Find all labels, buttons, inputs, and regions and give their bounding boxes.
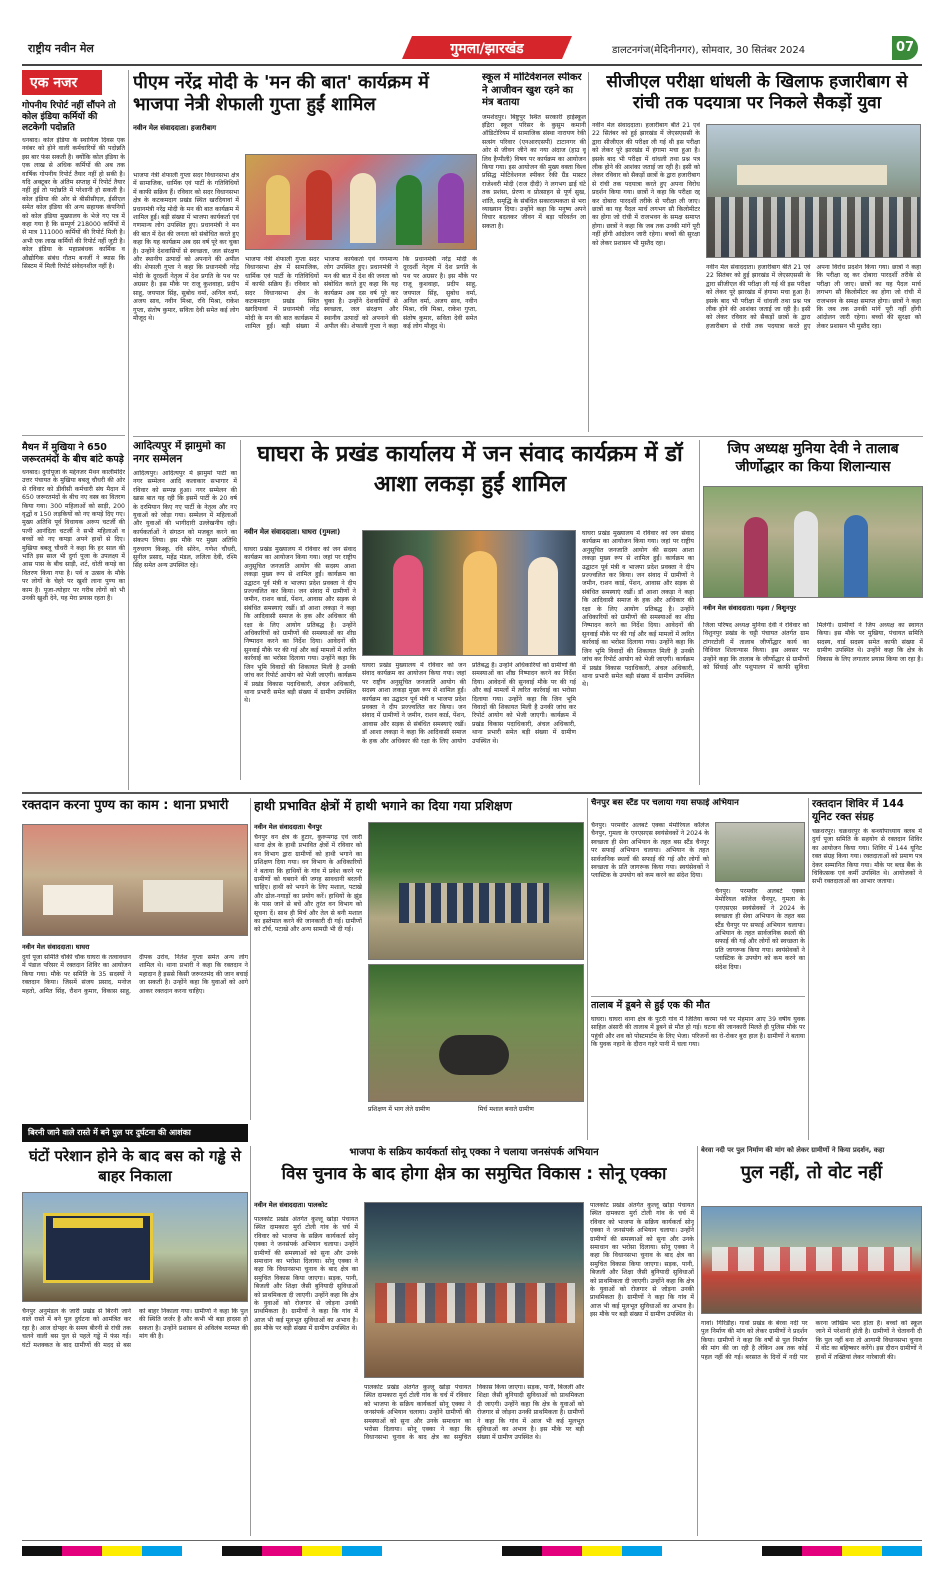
story-motivational [482,72,586,432]
caption: मिर्च मशाल बनाते ग्रामीण [478,1106,534,1113]
byline: नवीन मेल संवाददाता। हजारीबाग [133,124,217,132]
photo-youth-march [706,124,921,258]
photo-asha-lakra [362,530,576,656]
article-body-cont: घाघरा प्रखंड मुख्यालय में रविवार को जन संवाद कार्यक्रम का आयोजन किया गया। जहां पर राष्ट्रीय अनुसूचित जनजाति आयोग की सदस्य आशा लकड़ा मुख्य रूप से शामिल हुईं। कार्यक्रम का उद्घाटन पूर्व मंत्री व भाजपा प्रदेश प्रवक्ता ने दीप प्रज्ज्वलित कर किया। जन संवाद में ग्रामीणों ने जमीन, राशन कार्ड, पेंशन, आवास और सड़क से संबंधित समस्याएं रखीं। डॉ आशा लकड़ा ने कहा कि आदिवासी समाज के हक और अधिकार की रक्षा के लिए आयोग प्रतिबद्ध है। उन्होंने अधिकारियों को ग्रामीणों की समस्याओं का शीघ्र निष्पादन करने का निर्देश दिया। आवेदनों की सुनवाई मौके पर की गई और कई मामलों में त्वरित कार्रवाई का भरोसा दिलाया गया। उन्होंने कहा कि जिन भूमि विवादों की शिकायत मिली है उनकी जांच कर रिपोर्ट आयोग को भेजी जाएगी। कार्यक्रम में प्रखंड विकास पदाधिकारी, अंचल अधिकारी, थाना प्रभारी समेत बड़ी संख्या में ग्रामीण उपस्थित थे। [582,530,694,689]
story-bus-pothole [22,1146,248,1536]
article-body: भाजपा नेत्री शेफाली गुप्ता सदर विधानसभा क्षेत्र में सामाजिक, धार्मिक एवं पार्टी के गतिविधियों में काफी सक्रिय हैं। रविवार को सदर विधानसभा क्षेत्र के कटकमदाग प्रखंड स्थित खरदियावां में प्रधानमंत्री नरेंद्र मोदी के मन की बात कार्यक्रम में शामिल हुईं। बड़ी संख्या में भाजपा कार्यकर्ता एवं गणमान्य लोग उपस्थित हुए। प्रधानमंत्री ने मन की बात में देश की जनता को संबोधित करते हुए कहा कि यह कार्यक्रम अब दस वर्ष पूरे कर चुका है। उन्होंने देशवासियों से स्वच्छता, जल संरक्षण और स्थानीय उत्पादों को अपनाने की अपील की। शेफाली गुप्ता ने कहा कि प्रधानमंत्री नरेंद्र मोदी के दूरदर्शी नेतृत्व में देश प्रगति के पथ पर अग्रसर है। इस मौके पर राजू कुशवाहा, प्रदीप साहू, जयपाल सिंह, सुबोध वर्मा, अनिल वर्मा, अजय साव, नवीन मिश्रा, रवि मिश्रा, राकेश गुप्ता, संतोष कुमार, सविता देवी समेत कई लोग मौजूद थे। [133,172,239,322]
article-body: गावां। गिरिडीह। गावां प्रखंड के बेरवा नदी पर पुल निर्माण की मांग को लेकर ग्रामीणों ने प्रदर्शन किया। ग्रामीणों ने कहा कि वर्षों से पुल निर्माण की मांग की जा रही है लेकिन अब तक कोई पहल नहीं की गई। बरसात के दिनों में नदी पार करना जोखिम भरा होता है। बच्चों को स्कूल जाने में परेशानी होती है। ग्रामीणों ने चेतावनी दी कि पुल नहीं बना तो आगामी विधानसभा चुनाव में वोट का बहिष्कार करेंगे। इस दौरान ग्रामीणों ने हाथों में तख्तियां लेकर नारेबाजी की। [701,1320,922,1361]
byline: नवीन मेल संवाददाता। पालकोट [254,1201,328,1209]
photo-shilanyas [703,486,923,598]
story-sonu-ekka [254,1146,694,1536]
headline: जिप अध्यक्ष मुनिया देवी ने तालाब जीर्णोद्धार का किया शिलान्यास [727,441,899,475]
headline: विस चुनाव के बाद होगा क्षेत्र का समुचित विकास : सोनू एक्का [281,1164,667,1184]
article-body: घाघरा प्रखंड मुख्यालय में रविवार को जन संवाद कार्यक्रम का आयोजन किया गया। जहां पर राष्ट्रीय अनुसूचित जनजाति आयोग की सदस्य आशा लकड़ा मुख्य रूप से शामिल हुईं। कार्यक्रम का उद्घाटन पूर्व मंत्री व भाजपा प्रदेश प्रवक्ता ने दीप प्रज्ज्वलित कर किया। जन संवाद में ग्रामीणों ने जमीन, राशन कार्ड, पेंशन, आवास और सड़क से संबंधित समस्याएं रखीं। डॉ आशा लकड़ा ने कहा कि आदिवासी समाज के हक और अधिकार की रक्षा के लिए आयोग प्रतिबद्ध है। उन्होंने अधिकारियों को ग्रामीणों की समस्याओं का शीघ्र निष्पादन करने का निर्देश दिया। आवेदनों की सुनवाई मौके पर की गई और कई मामलों में त्वरित कार्रवाई का भरोसा दिलाया गया। उन्होंने कहा कि जिन भूमि विवादों की शिकायत मिली है उनकी जांच कर रिपोर्ट आयोग को भेजी जाएगी। कार्यक्रम में प्रखंड विकास पदाधिकारी, अंचल अधिकारी, थाना प्रभारी समेत बड़ी संख्या में ग्रामीण उपस्थित थे। [244,546,356,705]
brief-body: धनबाद। दुर्गापूजा के मद्देनजर मैथन कालीमंदिर उत्तर पंचायत के मुखिया बबलू चौधरी की ओर से रविवार को डीवीसी कर्मचारी संघ मैदान में 650 जरूरतमंदों के बीच नए वस्त्र का वितरण किया गया। 300 महिलाओं को साड़ी, 200 वृद्धों व 150 लड़कियों को नए कपड़े दिए गए। मुख्य अतिथि पूर्व विधायक अरूप चटर्जी की पत्नी आनंदिता चटर्जी ने सभी महिलाओं व बच्चों को नए कपड़ा अपने हाथों से दिए। मुखिया बबलू चौधरी ने कहा कि हर साल की भांति इस साल भी दुर्गा पूजा के उपलक्ष्य में आस पास के बीच साड़ी, शर्ट, धोती कपड़े का वितरण किया गया है। पर्व व उत्सव के मौके पर लोगों के चेहरे पर खुशी लाना पुण्य का काम है। पूजा-त्योहार पर गरीब लोगों को भी उनकी खुशी देने, यह मेरा प्रयास रहता है। [22,469,125,603]
section-rule [22,792,922,794]
photo-bridge-protest [701,1206,922,1314]
column-rule [128,70,129,790]
brief-headline: गोपनीय रिपोर्ट नहीं सौंपने तो कोल इंडिया कर्मियों की लटकेगी पदोन्नति [22,101,116,133]
article-body: घाघरा। घाघरा थाना क्षेत्र के पुटरी गांव में जितिया करमा पर्व पर मेहमान आए 39 वर्षीय युवक साहिल अंसारी की तालाब में डूबने से मौत हो गई। घटना की जानकारी मिलते ही पुलिस मौके पर पहुंची और शव को पोस्टमार्टम के लिए भेजा। परिजनों का रो-रोकर बुरा हाल है। ग्रामीणों ने बताया कि युवक नहाने के दौरान गहरे पानी में चला गया। [591,1016,805,1049]
story-jmm [133,440,237,780]
article-body: चैनपुर अनुमंडल के जारी प्रखंड से बिरनी जाने वाले रास्ते में बने पुल दुर्घटना को आमंत्रित कर रहा है। आज दोपहर के समय बीरनी से रांची तक चलने वाली बस पुल से पहले गड्ढे में फंस गई। घंटों मशक्कत के बाद ग्रामीणों की मदद से बस को बाहर निकाला गया। ग्रामीणों ने कहा कि पुल की स्थिति जर्जर है और कभी भी बड़ा हादसा हो सकता है। उन्होंने प्रशासन से अविलंब मरम्मत की मांग की है। [22,1308,248,1349]
news-strip [22,1124,248,1142]
masthead [22,34,922,62]
article-body-cont: चैनपुर। परमवीर अलबर्ट एक्का मेमोरियल कॉलेज चैनपुर, गुमला के एनएसएस स्वयंसेवकों ने 2024 के स्वच्छता ही सेवा अभियान के तहत बस स्टैंड चैनपुर पर सफाई अभियान चलाया। अभियान के तहत सार्वजनिक स्थलों की सफाई की गई और लोगों को स्वच्छता के प्रति जागरूक किया गया। स्वयंसेवकों ने प्लास्टिक के उपयोग को कम करने का संदेश दिया। [715,888,805,971]
photo-bus [22,1192,248,1302]
article-body: नवीन मेल संवाददाता। हजारीबाग बीते 21 एवं 22 सितंबर को हुई झारखंड में जेएसएससी के द्वारा सीजीएल की परीक्षा ली गई थी इस परीक्षा को लेकर पूरे झारखंड में हंगामा मचा हुआ है। इसके बाद भी परीक्षा में धांधली तथा प्रश्न पत्र लीक होने की आशंका जताई जा रही है। इसी को लेकर रविवार को सैकड़ों छात्रों के द्वारा हजारीबाग से रांची तक पदयात्रा करते हुए अपना विरोध प्रदर्शन किया गया। छात्रों ने कहा कि परीक्षा रद्द कर दोबारा पारदर्शी तरीके से परीक्षा ली जाए। छात्रों का यह पैदल मार्च लगभग सौ किलोमीटर का होगा जो रांची में राजभवन के समक्ष समाप्त होगा। छात्रों ने कहा कि जब तक उनकी मांगें पूरी नहीं होंगी आंदोलन जारी रहेगा। बच्चों की सुरक्षा को लेकर प्रशासन भी मुस्तैद रहा। [592,122,700,247]
column-rule [250,798,251,1120]
brief-body: धनबाद। कोल इंडिया के स्थायित्व दिवस एक नवंबर को होने वाली कर्मचारियों की पदोन्नति इस बार फंस सकती है। क्योंकि कोल इंडिया के एक लाख से अधिक कर्मियों की अब तक वार्षिक गोपनीय रिपोर्ट तैयार नहीं हो सकी है। यदि अक्टूबर के अंतिम सप्ताह में रिपोर्ट तैयार नहीं हुई तो पदोन्नति में परेशानी हो सकती है। कोल इंडिया की ओर से बीसीसीएल, ईसीएल समेत कोल इंडिया की अन्य सहायक कंपनियों को कोल इंडिया मुख्यालय के भेजे गए पत्र में कहा गया है कि सम्पूर्ण 218000 कर्मियों में से मात्र 111000 कर्मियों की रिपोर्ट मिली है। अभी एक लाख कर्मियों की रिपोर्ट नहीं जुटी है। कोल इंडिया के महाप्रबंधक कार्मिक व औद्योगिक संबंध गौतम बनर्जी ने ब्यास कि सिस्टम में मिली रिपोर्ट संवेदनशील नहीं है। [22,137,125,271]
caption: प्रशिक्षण में भाग लेते ग्रामीण [368,1106,430,1113]
headline: आदित्यपुर में झामुमो का नगर सम्मेलन [133,440,226,465]
article-body: पालकोट प्रखंड अंतर्गत कुल्लू खोड़ा पंचायत स्थित दामकारा मुर्रा टोली गांव के चर्च में रविवार को भाजपा के सक्रिय कार्यकर्ता सोनू एक्का ने जनसंपर्क अभियान चलाया। उन्होंने ग्रामीणों की समस्याओं को सुना और उनके समाधान का भरोसा दिलाया। सोनू एक्का ने कहा कि विधानसभा चुनाव के बाद क्षेत्र का समुचित विकास किया जाएगा। सड़क, पानी, बिजली और शिक्षा जैसी बुनियादी सुविधाओं को प्राथमिकता दी जाएगी। उन्होंने कहा कि क्षेत्र के युवाओं को रोजगार से जोड़ना उनकी प्राथमिकता है। ग्रामीणों ने कहा कि गांव में आज भी कई मूलभूत सुविधाओं का अभाव है। इस मौके पर बड़ी संख्या में ग्रामीण उपस्थित थे। [254,1216,358,1333]
section-rule [133,436,923,437]
byline: नवीन मेल संवाददाता। चैनपुर [254,823,322,831]
ek-nazar-label: एक नजर [22,70,102,95]
headline: रक्तदान शिविर में 144 यूनिट रक्त संग्रह [812,798,904,823]
byline: नवीन मेल संवाददाता। घाघरा (गुमला) [244,528,341,536]
story-man-ki-baat [133,72,478,432]
kicker: भाजपा के सक्रिय कार्यकर्ता सोनू एक्का ने चलाया जनसंपर्क अभियान [349,1147,599,1158]
story-bus-stand-cleaning [591,798,805,1140]
headline: घाघरा के प्रखंड कार्यालय में जन संवाद कार्यक्रम में डॉ आशा लकड़ा हुईं शामिल [257,442,683,497]
article-body: जिला परिषद अध्यक्ष मुनिया देवी ने रविवार को विशुनपुर प्रखंड के चट्टी पंचायत अंतर्गत ग्राम टांगरटोली में तालाब जीर्णोद्धार कार्य का विधिवत शिलान्यास किया। इस अवसर पर उन्होंने कहा कि तालाब के जीर्णोद्धार से ग्रामीणों को सिंचाई और पशुपालन में काफी सुविधा मिलेगी। ग्रामीणों ने जिप अध्यक्ष का स्वागत किया। इस मौके पर मुखिया, पंचायत समिति सदस्य, वार्ड सदस्य समेत काफी संख्या में ग्रामीण उपस्थित थे। उन्होंने कहा कि क्षेत्र के विकास के लिए लगातार प्रयास किया जा रहा है। [703,622,923,672]
headline: घंटों परेशान होने के बाद बस को गड्ढे से बाहर निकाला [28,1147,242,1185]
photo-training-1 [368,822,584,960]
section-title: गुमला/झारखंड [450,41,524,57]
column-rule [808,798,809,1140]
article-body-cont: भाजपा नेत्री शेफाली गुप्ता सदर विधानसभा क्षेत्र में सामाजिक, धार्मिक एवं पार्टी के गतिविधियों में काफी सक्रिय हैं। रविवार को सदर विधानसभा क्षेत्र के कटकमदाग प्रखंड स्थित खरदियावां में प्रधानमंत्री नरेंद्र मोदी के मन की बात कार्यक्रम में शामिल हुईं। बड़ी संख्या में भाजपा कार्यकर्ता एवं गणमान्य लोग उपस्थित हुए। प्रधानमंत्री ने मन की बात में देश की जनता को संबोधित करते हुए कहा कि यह कार्यक्रम अब दस वर्ष पूरे कर चुका है। उन्होंने देशवासियों से स्वच्छता, जल संरक्षण और स्थानीय उत्पादों को अपनाने की अपील की। शेफाली गुप्ता ने कहा कि प्रधानमंत्री नरेंद्र मोदी के दूरदर्शी नेतृत्व में देश प्रगति के पथ पर अग्रसर है। इस मौके पर राजू कुशवाहा, प्रदीप साहू, जयपाल सिंह, सुबोध वर्मा, अनिल वर्मा, अजय साव, नवीन मिश्रा, रवि मिश्रा, राकेश गुप्ता, संतोष कुमार, सविता देवी समेत कई लोग मौजूद थे। [245,256,477,331]
byline: नवीन मेल संवाददाता। गढ़वा / विशुनपुर [703,604,796,612]
ek-nazar-column [22,70,125,770]
column-rule [588,72,589,432]
color-registration-bar [22,1546,922,1558]
photo-cleaning [715,822,805,882]
story-asha-lakra [244,440,696,785]
story-elephant-training [254,798,584,1140]
headline: तालाब में डूबने से हुई एक की मौत [591,996,805,1012]
kicker: बेरवा नदी पर पुल निर्माण की मांग को लेकर ग्रामीणों ने किया प्रदर्शन, कहा [701,1146,885,1154]
article-body: दुर्गा पूजा समिति चौकी चौक घाघरा के तत्वावधान में पंडाल परिसर में रक्तदान शिविर का आयोजन किया गया। मौके पर समिति के 35 सदस्यों ने रक्तदान किया। जिसमें संजय प्रसाद, मनोज महतो, अमित सिंह, रौशन कुमार, विकास साहू, दीपक उरांव, नितेश गुप्ता समेत अन्य लोग शामिल थे। थाना प्रभारी ने कहा कि रक्तदान ने महादान है इससे किसी जरूरतमंद की जान बचाई जा सकती है। उन्होंने कहा कि युवाओं को आगे आकर रक्तदान करना चाहिए। [22,954,248,995]
brief-headline: मैथन में मुखिया ने 650 जरूरतमंदों के बीच बांटे कपड़े [22,435,125,466]
dateline: डालटनगंज(मेदिनीनगर), सोमवार, 30 सितंबर 2024 [612,45,806,56]
article-body: चैनपुर वन क्षेत्र के हुटार, कुरूमगढ़ एवं जारी थाना क्षेत्र के हाथी प्रभावित क्षेत्रों में रविवार को वन विभाग द्वारा ग्रामीणों को हाथी भगाने का प्रशिक्षण दिया गया। वन विभाग के अधिकारियों ने बताया कि हाथियों के गांव में प्रवेश करने पर ग्रामीणों को घबराने की जगह सावधानी बरतनी चाहिए। हाथी को भगाने के लिए मशाल, पटाखे और ढोल-नगाड़ों का प्रयोग करें। हाथियों के झुंड के पास जाने से बचें और तुरंत वन विभाग को सूचना दें। साथ ही मिर्च और तेल से बनी मशाल का इस्तेमाल करने की जानकारी दी गई। ग्रामीणों को टॉर्च, पटाखे और अन्य सामग्री भी दी गई। [254,834,362,934]
story-cgl-protest [592,72,922,432]
headline: सीजीएल परीक्षा धांधली के खिलाफ हजारीबाग से रांची तक पदयात्रा पर निकले सैकड़ों युवा [606,72,908,113]
photo-bjp-women [245,154,477,250]
headline: रक्तदान करना पुण्य का काम : थाना प्रभारी [22,798,229,813]
article-body-cont: पालकोट प्रखंड अंतर्गत कुल्लू खोड़ा पंचायत स्थित दामकारा मुर्रा टोली गांव के चर्च में रविवार को भाजपा के सक्रिय कार्यकर्ता सोनू एक्का ने जनसंपर्क अभियान चलाया। उन्होंने ग्रामीणों की समस्याओं को सुना और उनके समाधान का भरोसा दिलाया। सोनू एक्का ने कहा कि विधानसभा चुनाव के बाद क्षेत्र का समुचित विकास किया जाएगा। सड़क, पानी, बिजली और शिक्षा जैसी बुनियादी सुविधाओं को प्राथमिकता दी जाएगी। उन्होंने कहा कि क्षेत्र के युवाओं को रोजगार से जोड़ना उनकी प्राथमिकता है। ग्रामीणों ने कहा कि गांव में आज भी कई मूलभूत सुविधाओं का अभाव है। इस मौके पर बड़ी संख्या में ग्रामीण उपस्थित थे। [364,1384,584,1442]
article-body: जमशेदपुर। बिष्टुपुर स्थित सरकारी हाईस्कूल इंद्रिरा स्कूल परिसर के कुसुम कमानी ऑडिटोरियम में सामाजिक संस्था नारायण रेकी सत्संग परिवार (एनआरएसपी) टाटानगर की ओर से जीवन जीने का नया अंदाज (हाउ वू लिव हैप्पीली) विषय पर कार्यक्रम का आयोजन किया गया। इस आयोजन की मुख्य वक्ता विश्व प्रसिद्ध मोटिवेशनल स्पीकर रेकी ग्रैंड मास्टर राजेश्वरी मोदी (राज दीदी) ने लगभग ढाई घंटे तक प्रशंसा, प्रेरणा व प्रोत्साहन से पूर्ण सुख, शांति, समृद्धि के संबंधित सकारात्मकता से भरा व्याख्यान दिया। उन्होंने कहा कि मनुष्य अपने विचार बदलकर जीवन में बड़ा परिवर्तन ला सकता है। [482,113,586,230]
headline: हाथी प्रभावित क्षेत्रों में हाथी भगाने का दिया गया प्रशिक्षण [254,798,512,813]
page-number: 07 [892,36,918,60]
article-body: आदित्यपुर। आदित्यपुर में झामुमो पार्टी का नगर सम्मेलन आदि कलाकार सभागार में रविवार को सम्पन्न हुआ। नगर सम्मेलन की खास बात यह रही कि इसमें पार्टी के 20 वर्ष के दरमियान किए गए पार्टी के नेतृत्व और नए युवाओं को जोड़ा गया। सम्मेलन में महिलाओं और युवाओं की भागीदारी उल्लेखनीय रही। कार्यकर्ताओं ने संगठन को मजबूत करने का संकल्प लिया। इस मौके पर मुख्य अतिथि गुरुचरण किस्कू, रवि सोरेन, गणेश चौधरी, सुनील प्रसाद, महेंद्र मंडल, ललिता देवी, रश्मि सिंह समेत अन्य उपस्थित रहे। [133,470,237,570]
article-body-cont: नवीन मेल संवाददाता। हजारीबाग बीते 21 एवं 22 सितंबर को हुई झारखंड में जेएसएससी के द्वारा सीजीएल की परीक्षा ली गई थी इस परीक्षा को लेकर पूरे झारखंड में हंगामा मचा हुआ है। इसके बाद भी परीक्षा में धांधली तथा प्रश्न पत्र लीक होने की आशंका जताई जा रही है। इसी को लेकर रविवार को सैकड़ों छात्रों के द्वारा हजारीबाग से रांची तक पदयात्रा करते हुए अपना विरोध प्रदर्शन किया गया। छात्रों ने कहा कि परीक्षा रद्द कर दोबारा पारदर्शी तरीके से परीक्षा ली जाए। छात्रों का यह पैदल मार्च लगभग सौ किलोमीटर का होगा जो रांची में राजभवन के समक्ष समाप्त होगा। छात्रों ने कहा कि जब तक उनकी मांगें पूरी नहीं होंगी आंदोलन जारी रहेगा। बच्चों की सुरक्षा को लेकर प्रशासन भी मुस्तैद रहा। [706,264,921,330]
story-bridge-protest [701,1146,922,1536]
strip-text: बिरनी जाने वाले रास्ते में बने पुल पर दुर्घटना की आशंका [28,1128,191,1137]
headline: पीएम नरेंद्र मोदी के 'मन की बात' कार्यक्रम में भाजपा नेत्री शेफाली गुप्ता हुईं शामिल [133,72,429,115]
byline: नवीन मेल संवाददाता। घाघरा [22,943,90,951]
headline: चैनपुर बस स्टैंड पर चलाया गया सफाई अभियान [591,798,739,808]
photo-training-2 [368,964,584,1102]
column-rule [697,1146,698,1536]
footer-rule [22,1540,922,1541]
story-muniya-devi [703,440,923,785]
headline: स्कूल में मोटिवेशनल स्पीकर ने आजीवन खुश रहने का मंत्र बताया [482,72,582,108]
header-rule [22,64,922,66]
column-rule [250,1146,251,1536]
article-body: चक्रधरपुर। चक्रधरपुर के बन्ध्योपाध्याय क्लब में दुर्गा पूजा समिति के सहयोग से रक्तदान शिविर का आयोजन किया गया। शिविर में 144 यूनिट रक्त संग्रह किया गया। रक्तदाताओं को प्रमाण पत्र देकर सम्मानित किया गया। मौके पर ब्लड बैंक के चिकित्सक एवं कर्मी उपस्थित थे। आयोजकों ने सभी रक्तदाताओं का आभार जताया। [812,828,922,886]
column-rule [587,798,588,1140]
column-rule [699,440,700,785]
article-body-cont: पालकोट प्रखंड अंतर्गत कुल्लू खोड़ा पंचायत स्थित दामकारा मुर्रा टोली गांव के चर्च में रविवार को भाजपा के सक्रिय कार्यकर्ता सोनू एक्का ने जनसंपर्क अभियान चलाया। उन्होंने ग्रामीणों की समस्याओं को सुना और उनके समाधान का भरोसा दिलाया। सोनू एक्का ने कहा कि विधानसभा चुनाव के बाद क्षेत्र का समुचित विकास किया जाएगा। सड़क, पानी, बिजली और शिक्षा जैसी बुनियादी सुविधाओं को प्राथमिकता दी जाएगी। उन्होंने कहा कि क्षेत्र के युवाओं को रोजगार से जोड़ना उनकी प्राथमिकता है। ग्रामीणों ने कहा कि गांव में आज भी कई मूलभूत सुविधाओं का अभाव है। इस मौके पर बड़ी संख्या में ग्रामीण उपस्थित थे। [590,1202,694,1319]
story-blood-donation [22,798,248,1120]
headline: पुल नहीं, तो वोट नहीं [740,1162,883,1183]
column-rule [240,440,241,780]
photo-sonu-ekka [364,1202,584,1378]
article-body: चैनपुर। परमवीर अलबर्ट एक्का मेमोरियल कॉलेज चैनपुर, गुमला के एनएसएस स्वयंसेवकों ने 2024 के स्वच्छता ही सेवा अभियान के तहत बस स्टैंड चैनपुर पर सफाई अभियान चलाया। अभियान के तहत सार्वजनिक स्थलों की सफाई की गई और लोगों को स्वच्छता के प्रति जागरूक किया गया। स्वयंसेवकों ने प्लास्टिक के उपयोग को कम करने का संदेश दिया। [591,822,709,880]
paper-name: राष्ट्रीय नवीन मेल [28,42,94,55]
photo-blood-camp [22,824,248,936]
article-body-cont: घाघरा प्रखंड मुख्यालय में रविवार को जन संवाद कार्यक्रम का आयोजन किया गया। जहां पर राष्ट्रीय अनुसूचित जनजाति आयोग की सदस्य आशा लकड़ा मुख्य रूप से शामिल हुईं। कार्यक्रम का उद्घाटन पूर्व मंत्री व भाजपा प्रदेश प्रवक्ता ने दीप प्रज्ज्वलित कर किया। जन संवाद में ग्रामीणों ने जमीन, राशन कार्ड, पेंशन, आवास और सड़क से संबंधित समस्याएं रखीं। डॉ आशा लकड़ा ने कहा कि आदिवासी समाज के हक और अधिकार की रक्षा के लिए आयोग प्रतिबद्ध है। उन्होंने अधिकारियों को ग्रामीणों की समस्याओं का शीघ्र निष्पादन करने का निर्देश दिया। आवेदनों की सुनवाई मौके पर की गई और कई मामलों में त्वरित कार्रवाई का भरोसा दिलाया गया। उन्होंने कहा कि जिन भूमि विवादों की शिकायत मिली है उनकी जांच कर रिपोर्ट आयोग को भेजी जाएगी। कार्यक्रम में प्रखंड विकास पदाधिकारी, अंचल अधिकारी, थाना प्रभारी समेत बड़ी संख्या में ग्रामीण उपस्थित थे। [362,662,576,745]
story-blood-144-units [812,798,922,1140]
